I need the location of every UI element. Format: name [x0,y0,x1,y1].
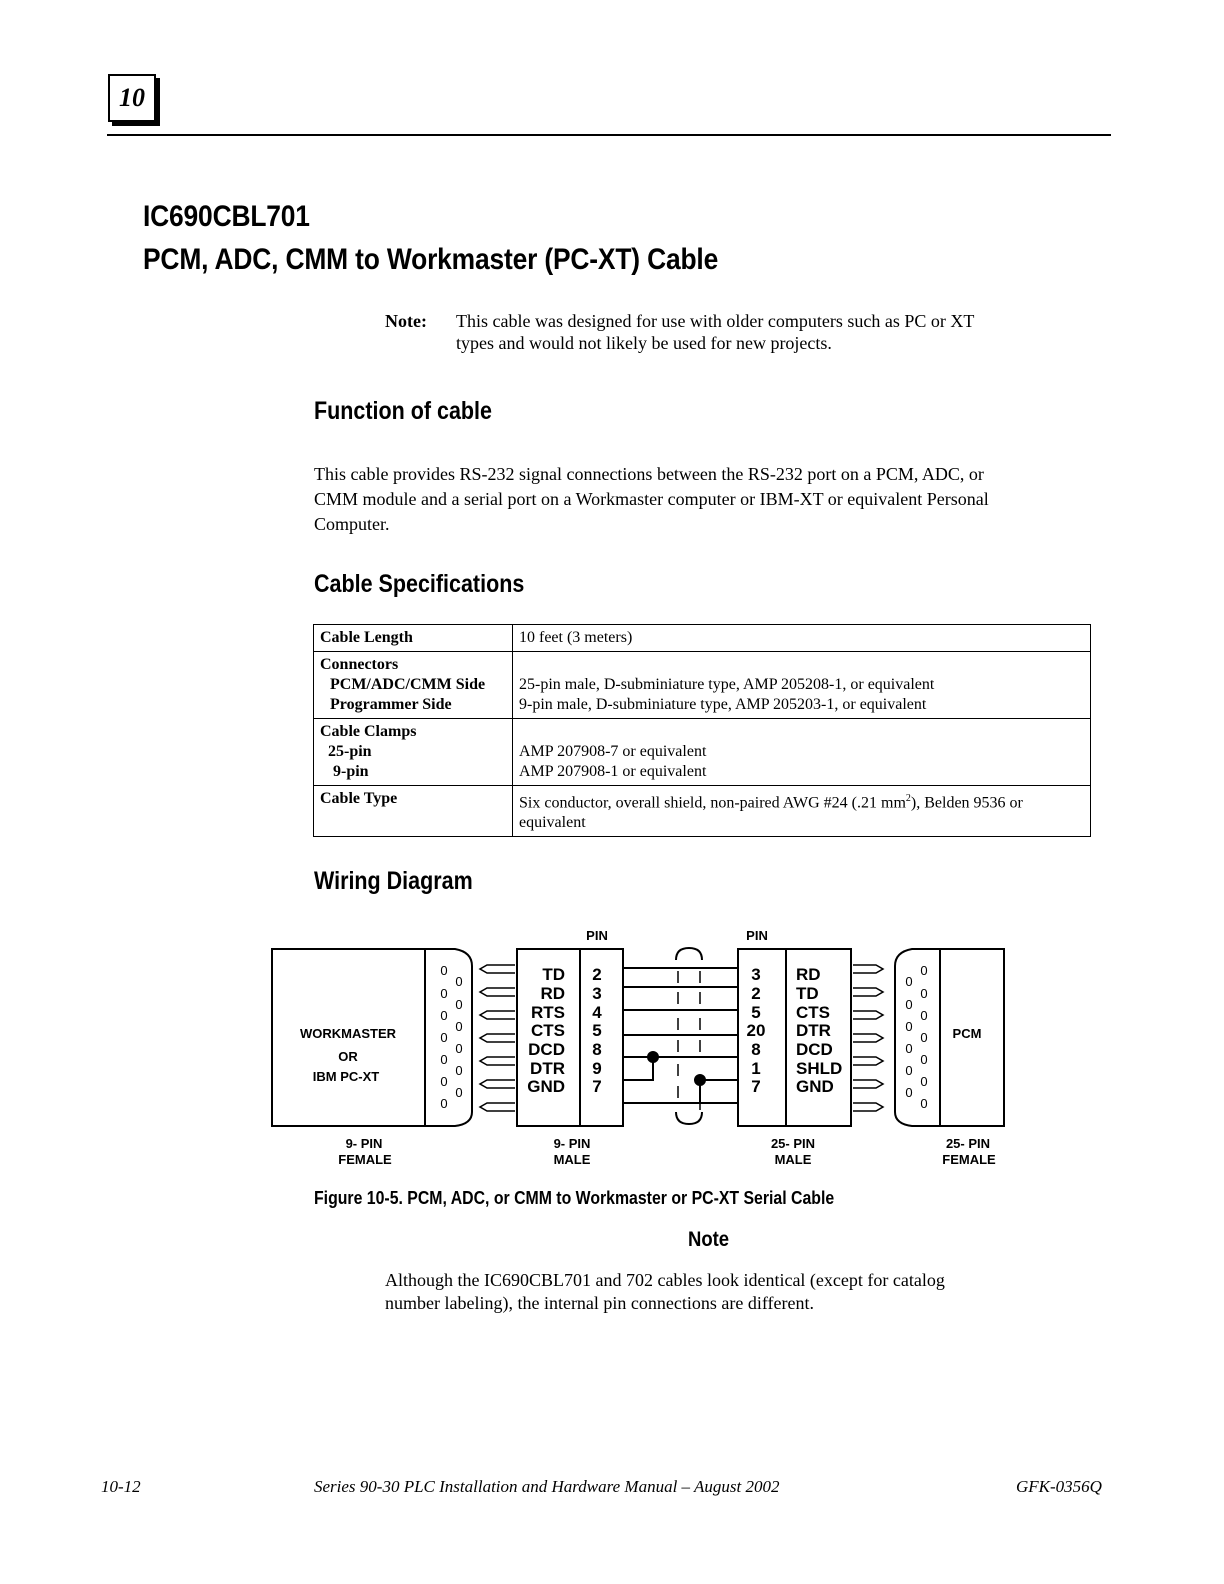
spec-label: Cable Length [314,625,513,652]
spec-sublabel: Programmer Side [330,696,452,713]
right-pin-numbers [747,965,766,1096]
function-heading: Function of cable [314,397,492,425]
left-signal-label: RD [540,984,565,1003]
connector-pin: 0 [920,1096,928,1111]
right-signal-label: SHLD [796,1059,843,1078]
connector-pin: 0 [905,1019,913,1034]
right-arrow-pins [853,965,883,1111]
connector-pin: 0 [440,986,448,1001]
caption-9pin-male: 9- PIN [553,1136,591,1151]
page-title-catalog: IC690CBL701 [143,200,310,233]
right-pin-number: 2 [751,984,761,1003]
pin-header-right: PIN [746,928,768,943]
right-pin-number: 8 [751,1040,761,1059]
function-text-line3: Computer. [314,514,390,534]
footer-manual-title: Series 90-30 PLC Installation and Hardware Manual – August 2002 [314,1477,780,1496]
connector-pin: 0 [455,1041,463,1056]
chapter-number-box: 10 [108,74,156,122]
superscript: 2 [905,793,911,804]
spec-value: 10 feet (3 meters) [513,625,1091,652]
right-signal-label: RD [796,965,821,984]
connector-pin: 0 [920,1074,928,1089]
wire [700,1080,738,1103]
right-signal-label: GND [796,1077,834,1096]
spec-value-line: equivalent [519,814,586,832]
caption-25pin-female-sub: FEMALE [942,1152,996,1167]
left-signal-label: DTR [530,1059,565,1078]
left-pin-number: 3 [592,984,602,1003]
left-connector-pins [440,963,462,1111]
connector-pin: 0 [920,986,928,1001]
connector-pin: 0 [455,1063,463,1078]
right-connector-pins [905,963,927,1111]
note-bottom-line2: number labeling), the internal pin connections are different. [385,1293,815,1313]
left-device-label-1: WORKMASTER [299,1026,397,1041]
left-pin-number: 7 [592,1077,602,1096]
connector-pin: 0 [920,1030,928,1045]
connector-pin: 0 [440,1074,448,1089]
left-pin-number: 5 [592,1021,602,1040]
right-signal-label: DTR [796,1021,831,1040]
footer-doc-id: GFK-0356Q [1016,1477,1102,1496]
connector-pin: 0 [455,1085,463,1100]
specs-heading: Cable Specifications [314,570,525,598]
spec-value-line: AMP 207908-7 or equivalent [519,743,707,760]
spec-label-main: Cable Clamps [320,723,417,740]
connector-pin: 0 [440,1008,448,1023]
right-signal-label: DCD [796,1040,833,1059]
right-pin-number: 5 [751,1003,761,1022]
spec-sublabel: 9-pin [333,763,369,780]
connector-pin: 0 [920,1052,928,1067]
right-connector-shell [895,949,940,1126]
junction-dot [648,1052,658,1062]
left-pin-number: 2 [592,965,602,984]
connector-pin: 0 [440,1030,448,1045]
spec-value-line: 25-pin male, D-subminiature type, AMP 205208-1, or equivalent [519,676,935,693]
footer-page-number: 10-12 [101,1477,141,1496]
spec-label: Cable Type [314,786,513,837]
function-text-line2: CMM module and a serial port on a Workmaster computer or IBM-XT or equivalent Personal [314,489,989,509]
spec-sublabel: 25-pin [328,743,372,760]
right-pin-number: 20 [746,1021,766,1040]
spec-value-part: Six conductor, overall shield, non-paired AWG #24 (.21 mm [519,794,906,812]
caption-25pin-male-sub: MALE [774,1152,812,1167]
left-arrow-pins [480,965,515,1111]
right-signal-label: TD [796,984,819,1003]
connector-pin: 0 [455,974,463,989]
pin-header-left: PIN [586,928,608,943]
left-device-label-3: IBM PC-XT [312,1069,380,1084]
left-signal-label: TD [542,965,565,984]
left-signal-label: DCD [528,1040,565,1059]
right-signal-label: CTS [796,1003,830,1022]
function-text-line1: This cable provides RS-232 signal connections between the RS-232 port on a PCM, ADC, or [314,464,984,484]
connector-pin: 0 [905,1063,913,1078]
connector-pin: 0 [455,1019,463,1034]
right-pin-number: 3 [751,965,761,984]
left-pin-number: 9 [592,1059,602,1078]
spec-value-line: AMP 207908-1 or equivalent [519,763,707,780]
caption-9pin-male-sub: MALE [553,1152,591,1167]
connector-pin: 0 [920,963,928,978]
connector-pin: 0 [440,1096,448,1111]
shield-top [676,948,702,960]
left-signal-label: GND [527,1077,565,1096]
connector-pin: 0 [455,997,463,1012]
wiring-heading: Wiring Diagram [314,867,473,895]
junction-dot [695,1075,705,1085]
left-signal-labels [527,965,565,1096]
left-pin-number: 8 [592,1040,602,1059]
right-signal-labels [796,965,842,1096]
left-signal-label: RTS [531,1003,565,1022]
wires [623,968,738,1103]
caption-9pin-female-sub: FEMALE [338,1152,392,1167]
note-bottom-line1: Although the IC690CBL701 and 702 cables look identical (except for catalog [385,1270,945,1290]
note-label: Note: [385,311,427,331]
connector-pin: 0 [905,1041,913,1056]
note-heading: Note [688,1228,730,1251]
figure-caption: Figure 10-5. PCM, ADC, or CMM to Workmaster or PC-XT Serial Cable [314,1188,835,1208]
left-pin-numbers [592,965,602,1096]
connector-pin: 0 [920,1008,928,1023]
caption-25pin-male: 25- PIN [770,1136,816,1151]
connector-pin: 0 [440,963,448,978]
right-pin-number: 7 [751,1077,761,1096]
note-text-line2: types and would not likely be used for new projects. [456,333,832,353]
right-pin-number: 1 [751,1059,761,1078]
spec-label-main: Connectors [320,656,399,673]
left-pin-number: 4 [592,1003,602,1022]
shield-bottom [676,1112,702,1124]
spec-sublabel: PCM/ADC/CMM Side [330,676,486,693]
spec-value-line: 9-pin male, D-subminiature type, AMP 205203-1, or equivalent [519,696,927,713]
spec-value-part: ), Belden 9536 or [910,794,1023,812]
caption-25pin-female: 25- PIN [945,1136,991,1151]
caption-9pin-female: 9- PIN [345,1136,383,1151]
connector-pin: 0 [905,974,913,989]
connector-pin: 0 [905,997,913,1012]
page-title-description: PCM, ADC, CMM to Workmaster (PC-XT) Cable [143,243,719,276]
right-device-label: PCM [952,1026,982,1041]
shield-ticks [678,971,700,1110]
left-signal-label: CTS [531,1021,565,1040]
left-device-label-2: OR [338,1049,358,1064]
note-text-line1: This cable was designed for use with older computers such as PC or XT [456,311,975,331]
connector-pin: 0 [905,1085,913,1100]
connector-pin: 0 [440,1052,448,1067]
left-connector-shell [425,949,472,1126]
